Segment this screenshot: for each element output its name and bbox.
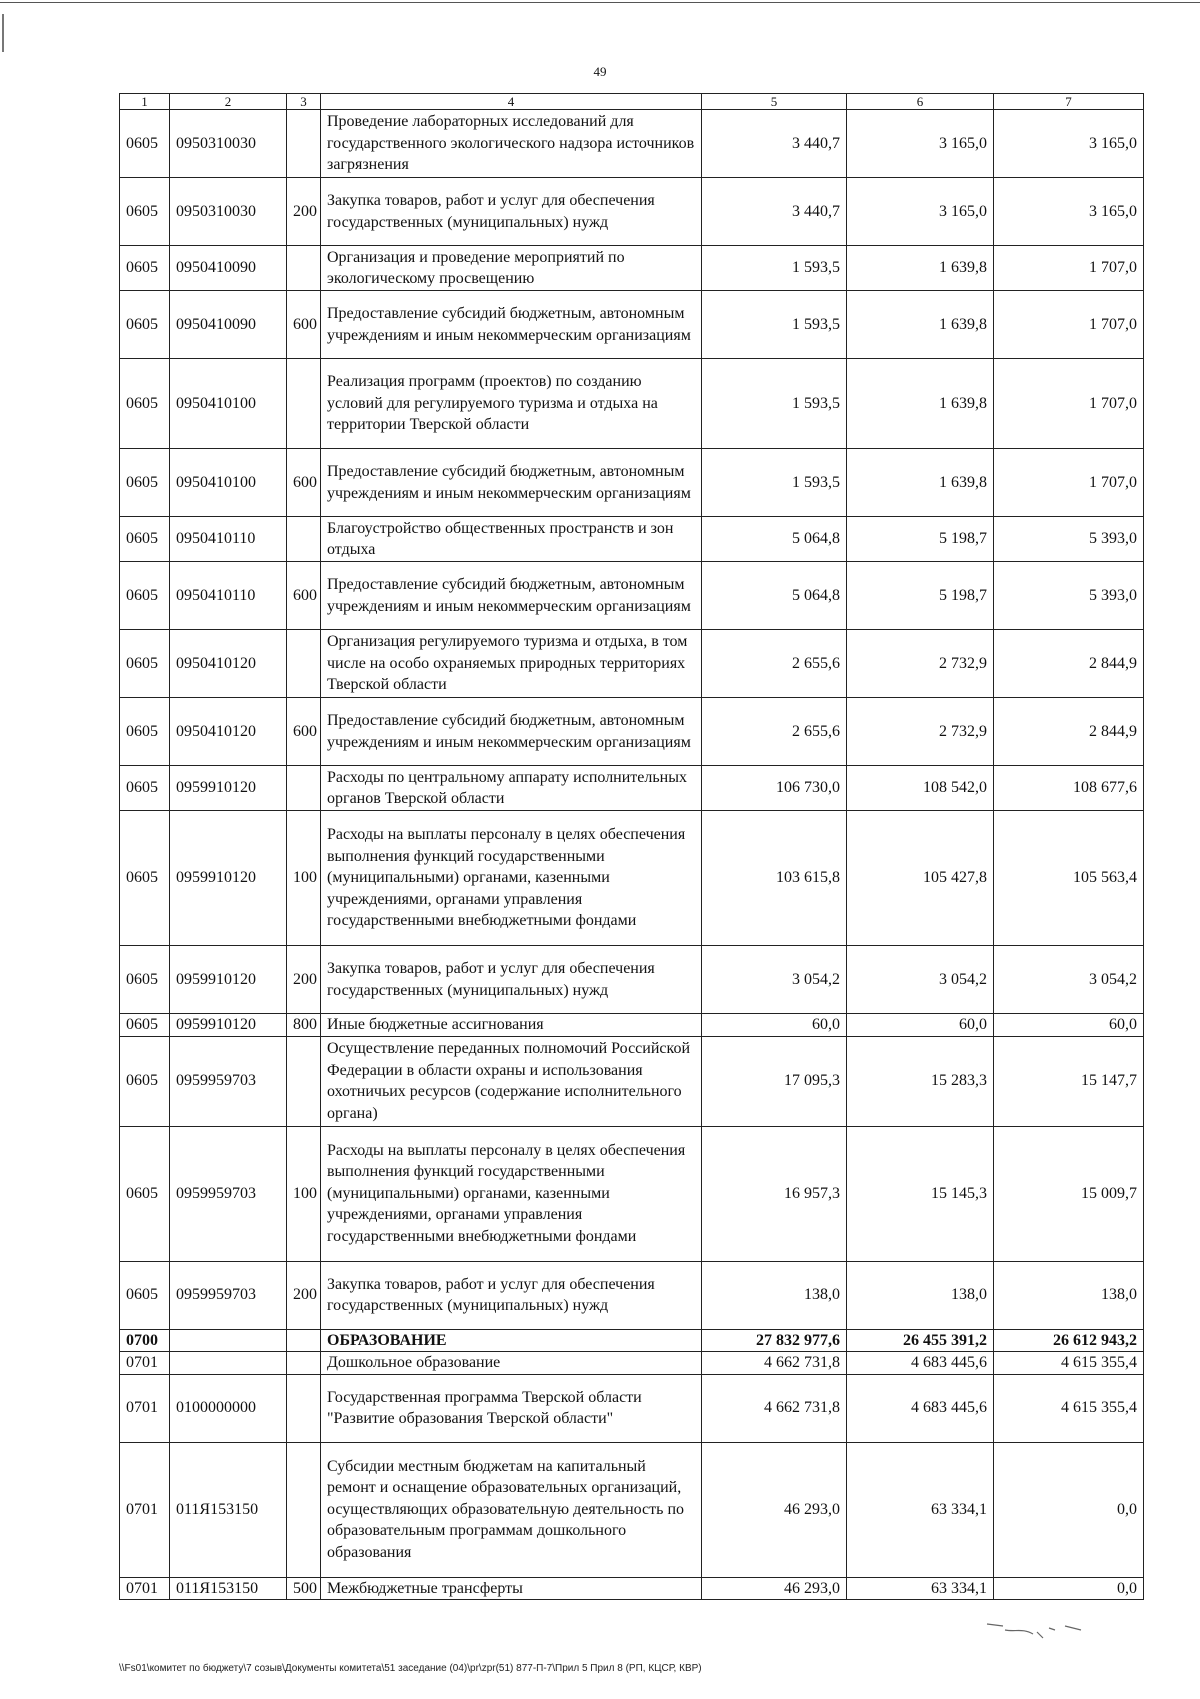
amount-year-3: 60,0 bbox=[994, 1014, 1144, 1037]
item-name: Субсидии местным бюджетам на капитальный ремонт и оснащение образовательных организаций, осуществляющих образовательную деятельность по образовательным программам дошкольного образования bbox=[321, 1442, 702, 1577]
file-path-footer: \\Fs01\комитет по бюджету\7 созыв\Документы комитета\51 заседание (04)\pr\zpr(51) 877-П-7\Прил 5 Прил 8 (РП, КЦСР, КВР) bbox=[119, 1663, 702, 1674]
item-name: Закупка товаров, работ и услуг для обеспечения государственных (муниципальных) нужд bbox=[321, 178, 702, 246]
amount-year-1: 27 832 977,6 bbox=[702, 1329, 847, 1352]
table-row bbox=[120, 630, 1144, 698]
page-number: 49 bbox=[593, 64, 607, 79]
scan-edge-mark bbox=[2, 14, 4, 52]
expense-type-code bbox=[287, 1036, 321, 1126]
target-article-code: 0100000000 bbox=[170, 1374, 287, 1442]
amount-year-1: 3 054,2 bbox=[702, 946, 847, 1014]
item-name: Осуществление переданных полномочий Российской Федерации в области охраны и использования охотничьих ресурсов (содержание исполнительного органа) bbox=[321, 1036, 702, 1126]
table-row bbox=[120, 766, 1144, 811]
amount-year-2: 5 198,7 bbox=[847, 562, 994, 630]
amount-year-1: 3 440,7 bbox=[702, 110, 847, 178]
amount-year-3: 1 707,0 bbox=[994, 359, 1144, 449]
item-name: Расходы на выплаты персоналу в целях обеспечения выполнения функций государственными (муниципальными) органами, казенными учреждениями, органами управления государственными внебюджетными фондами bbox=[321, 1126, 702, 1261]
target-article-code: 0950410110 bbox=[170, 517, 287, 562]
expense-type-code: 100 bbox=[287, 811, 321, 946]
target-article-code bbox=[170, 1352, 287, 1375]
amount-year-1: 5 064,8 bbox=[702, 517, 847, 562]
expense-type-code: 600 bbox=[287, 698, 321, 766]
item-name: Организация регулируемого туризма и отдыха, в том числе на особо охраняемых природных территориях Тверской области bbox=[321, 630, 702, 698]
table-row bbox=[120, 1036, 1144, 1126]
amount-year-2: 1 639,8 bbox=[847, 246, 994, 291]
expense-type-code: 600 bbox=[287, 449, 321, 517]
column-header: 1 bbox=[120, 94, 170, 110]
table-row bbox=[120, 1329, 1144, 1352]
expense-type-code bbox=[287, 630, 321, 698]
section-code: 0605 bbox=[120, 1261, 170, 1329]
expense-type-code: 200 bbox=[287, 178, 321, 246]
item-name: Реализация программ (проектов) по созданию условий для регулируемого туризма и отдыха на территории Тверской области bbox=[321, 359, 702, 449]
amount-year-3: 3 165,0 bbox=[994, 110, 1144, 178]
item-name: ОБРАЗОВАНИЕ bbox=[321, 1329, 702, 1352]
expense-type-code bbox=[287, 246, 321, 291]
expense-type-code bbox=[287, 1374, 321, 1442]
amount-year-2: 138,0 bbox=[847, 1261, 994, 1329]
amount-year-3: 1 707,0 bbox=[994, 449, 1144, 517]
amount-year-3: 26 612 943,2 bbox=[994, 1329, 1144, 1352]
item-name: Благоустройство общественных пространств и зон отдыха bbox=[321, 517, 702, 562]
section-code: 0700 bbox=[120, 1329, 170, 1352]
amount-year-1: 103 615,8 bbox=[702, 811, 847, 946]
expense-type-code: 600 bbox=[287, 291, 321, 359]
amount-year-3: 5 393,0 bbox=[994, 562, 1144, 630]
section-code: 0701 bbox=[120, 1442, 170, 1577]
section-code: 0605 bbox=[120, 246, 170, 291]
column-header: 6 bbox=[847, 94, 994, 110]
item-name: Иные бюджетные ассигнования bbox=[321, 1014, 702, 1037]
target-article-code: 0959959703 bbox=[170, 1036, 287, 1126]
expense-type-code bbox=[287, 1442, 321, 1577]
target-article-code: 0959910120 bbox=[170, 766, 287, 811]
item-name: Проведение лабораторных исследований для государственного экологического надзора источников загрязнения bbox=[321, 110, 702, 178]
amount-year-1: 4 662 731,8 bbox=[702, 1374, 847, 1442]
item-name: Государственная программа Тверской области "Развитие образования Тверской области" bbox=[321, 1374, 702, 1442]
amount-year-1: 2 655,6 bbox=[702, 698, 847, 766]
table-row bbox=[120, 246, 1144, 291]
amount-year-2: 26 455 391,2 bbox=[847, 1329, 994, 1352]
item-name: Расходы по центральному аппарату исполнительных органов Тверской области bbox=[321, 766, 702, 811]
table-row bbox=[120, 1014, 1144, 1037]
table-row bbox=[120, 811, 1144, 946]
budget-table bbox=[119, 93, 1144, 1600]
item-name: Закупка товаров, работ и услуг для обеспечения государственных (муниципальных) нужд bbox=[321, 946, 702, 1014]
amount-year-2: 2 732,9 bbox=[847, 630, 994, 698]
expense-type-code bbox=[287, 359, 321, 449]
column-number-row bbox=[120, 94, 1144, 110]
section-code: 0701 bbox=[120, 1374, 170, 1442]
table-row bbox=[120, 178, 1144, 246]
section-code: 0605 bbox=[120, 1014, 170, 1037]
column-header: 7 bbox=[994, 94, 1144, 110]
item-name: Предоставление субсидий бюджетным, автономным учреждениям и иным некоммерческим организациям bbox=[321, 562, 702, 630]
amount-year-3: 105 563,4 bbox=[994, 811, 1144, 946]
expense-type-code: 100 bbox=[287, 1126, 321, 1261]
amount-year-1: 17 095,3 bbox=[702, 1036, 847, 1126]
target-article-code bbox=[170, 1329, 287, 1352]
amount-year-3: 5 393,0 bbox=[994, 517, 1144, 562]
amount-year-2: 108 542,0 bbox=[847, 766, 994, 811]
amount-year-3: 15 147,7 bbox=[994, 1036, 1144, 1126]
amount-year-1: 1 593,5 bbox=[702, 246, 847, 291]
table-row bbox=[120, 1126, 1144, 1261]
section-code: 0605 bbox=[120, 698, 170, 766]
amount-year-1: 2 655,6 bbox=[702, 630, 847, 698]
table-row bbox=[120, 1577, 1144, 1600]
column-header: 4 bbox=[321, 94, 702, 110]
item-name: Организация и проведение мероприятий по экологическому просвещению bbox=[321, 246, 702, 291]
section-code: 0605 bbox=[120, 946, 170, 1014]
section-code: 0605 bbox=[120, 517, 170, 562]
amount-year-1: 16 957,3 bbox=[702, 1126, 847, 1261]
item-name: Предоставление субсидий бюджетным, автономным учреждениям и иным некоммерческим организациям bbox=[321, 291, 702, 359]
amount-year-3: 108 677,6 bbox=[994, 766, 1144, 811]
expense-type-code bbox=[287, 517, 321, 562]
amount-year-2: 1 639,8 bbox=[847, 291, 994, 359]
section-code: 0605 bbox=[120, 359, 170, 449]
target-article-code: 0959959703 bbox=[170, 1126, 287, 1261]
amount-year-2: 1 639,8 bbox=[847, 359, 994, 449]
expense-type-code bbox=[287, 1352, 321, 1375]
target-article-code: 0959910120 bbox=[170, 811, 287, 946]
expense-type-code bbox=[287, 766, 321, 811]
table-row bbox=[120, 291, 1144, 359]
amount-year-3: 1 707,0 bbox=[994, 246, 1144, 291]
amount-year-2: 4 683 445,6 bbox=[847, 1374, 994, 1442]
item-name: Межбюджетные трансферты bbox=[321, 1577, 702, 1600]
table-row bbox=[120, 946, 1144, 1014]
target-article-code: 0950410100 bbox=[170, 449, 287, 517]
amount-year-1: 5 064,8 bbox=[702, 562, 847, 630]
amount-year-2: 5 198,7 bbox=[847, 517, 994, 562]
target-article-code: 0950410120 bbox=[170, 698, 287, 766]
amount-year-3: 3 165,0 bbox=[994, 178, 1144, 246]
amount-year-1: 1 593,5 bbox=[702, 359, 847, 449]
column-header: 5 bbox=[702, 94, 847, 110]
expense-type-code: 800 bbox=[287, 1014, 321, 1037]
amount-year-3: 4 615 355,4 bbox=[994, 1374, 1144, 1442]
section-code: 0605 bbox=[120, 630, 170, 698]
target-article-code: 0950410100 bbox=[170, 359, 287, 449]
section-code: 0605 bbox=[120, 449, 170, 517]
target-article-code: 0950310030 bbox=[170, 178, 287, 246]
target-article-code: 0959910120 bbox=[170, 946, 287, 1014]
expense-type-code: 200 bbox=[287, 1261, 321, 1329]
item-name: Расходы на выплаты персоналу в целях обеспечения выполнения функций государственными (муниципальными) органами, казенными учреждениями, органами управления государственными внебюджетными фондами bbox=[321, 811, 702, 946]
target-article-code: 0950310030 bbox=[170, 110, 287, 178]
amount-year-3: 15 009,7 bbox=[994, 1126, 1144, 1261]
target-article-code: 0950410090 bbox=[170, 291, 287, 359]
section-code: 0605 bbox=[120, 1036, 170, 1126]
amount-year-2: 3 165,0 bbox=[847, 110, 994, 178]
column-header: 2 bbox=[170, 94, 287, 110]
section-code: 0605 bbox=[120, 811, 170, 946]
amount-year-2: 15 145,3 bbox=[847, 1126, 994, 1261]
expense-type-code: 600 bbox=[287, 562, 321, 630]
section-code: 0701 bbox=[120, 1577, 170, 1600]
table-row bbox=[120, 698, 1144, 766]
expense-type-code: 200 bbox=[287, 946, 321, 1014]
amount-year-3: 0,0 bbox=[994, 1442, 1144, 1577]
amount-year-2: 105 427,8 bbox=[847, 811, 994, 946]
amount-year-2: 4 683 445,6 bbox=[847, 1352, 994, 1375]
amount-year-2: 63 334,1 bbox=[847, 1577, 994, 1600]
section-code: 0605 bbox=[120, 178, 170, 246]
amount-year-3: 0,0 bbox=[994, 1577, 1144, 1600]
table-row bbox=[120, 562, 1144, 630]
amount-year-3: 4 615 355,4 bbox=[994, 1352, 1144, 1375]
table-row bbox=[120, 1442, 1144, 1577]
table-row bbox=[120, 1352, 1144, 1375]
target-article-code: 011Я153150 bbox=[170, 1577, 287, 1600]
section-code: 0605 bbox=[120, 110, 170, 178]
amount-year-2: 15 283,3 bbox=[847, 1036, 994, 1126]
expense-type-code bbox=[287, 110, 321, 178]
section-code: 0605 bbox=[120, 562, 170, 630]
column-header: 3 bbox=[287, 94, 321, 110]
target-article-code: 011Я153150 bbox=[170, 1442, 287, 1577]
table-row bbox=[120, 359, 1144, 449]
table-row bbox=[120, 110, 1144, 178]
amount-year-1: 1 593,5 bbox=[702, 449, 847, 517]
amount-year-2: 3 054,2 bbox=[847, 946, 994, 1014]
amount-year-3: 2 844,9 bbox=[994, 698, 1144, 766]
table-row bbox=[120, 1374, 1144, 1442]
table-row bbox=[120, 1261, 1144, 1329]
item-name: Предоставление субсидий бюджетным, автономным учреждениям и иным некоммерческим организациям bbox=[321, 449, 702, 517]
amount-year-3: 3 054,2 bbox=[994, 946, 1144, 1014]
section-code: 0605 bbox=[120, 1126, 170, 1261]
amount-year-3: 1 707,0 bbox=[994, 291, 1144, 359]
section-code: 0605 bbox=[120, 766, 170, 811]
target-article-code: 0959910120 bbox=[170, 1014, 287, 1037]
target-article-code: 0950410120 bbox=[170, 630, 287, 698]
section-code: 0605 bbox=[120, 291, 170, 359]
amount-year-3: 138,0 bbox=[994, 1261, 1144, 1329]
amount-year-1: 106 730,0 bbox=[702, 766, 847, 811]
item-name: Предоставление субсидий бюджетным, автономным учреждениям и иным некоммерческим организациям bbox=[321, 698, 702, 766]
expense-type-code: 500 bbox=[287, 1577, 321, 1600]
amount-year-1: 138,0 bbox=[702, 1261, 847, 1329]
amount-year-2: 63 334,1 bbox=[847, 1442, 994, 1577]
target-article-code: 0950410090 bbox=[170, 246, 287, 291]
amount-year-1: 60,0 bbox=[702, 1014, 847, 1037]
target-article-code: 0950410110 bbox=[170, 562, 287, 630]
scan-top-border bbox=[0, 2, 1200, 3]
amount-year-1: 3 440,7 bbox=[702, 178, 847, 246]
amount-year-1: 1 593,5 bbox=[702, 291, 847, 359]
amount-year-2: 3 165,0 bbox=[847, 178, 994, 246]
amount-year-3: 2 844,9 bbox=[994, 630, 1144, 698]
amount-year-1: 46 293,0 bbox=[702, 1442, 847, 1577]
section-code: 0701 bbox=[120, 1352, 170, 1375]
amount-year-2: 2 732,9 bbox=[847, 698, 994, 766]
amount-year-1: 46 293,0 bbox=[702, 1577, 847, 1600]
table-row bbox=[120, 449, 1144, 517]
item-name: Дошкольное образование bbox=[321, 1352, 702, 1375]
amount-year-1: 4 662 731,8 bbox=[702, 1352, 847, 1375]
expense-type-code bbox=[287, 1329, 321, 1352]
amount-year-2: 1 639,8 bbox=[847, 449, 994, 517]
target-article-code: 0959959703 bbox=[170, 1261, 287, 1329]
amount-year-2: 60,0 bbox=[847, 1014, 994, 1037]
table-row bbox=[120, 517, 1144, 562]
item-name: Закупка товаров, работ и услуг для обеспечения государственных (муниципальных) нужд bbox=[321, 1261, 702, 1329]
handwritten-mark bbox=[985, 1618, 1095, 1648]
